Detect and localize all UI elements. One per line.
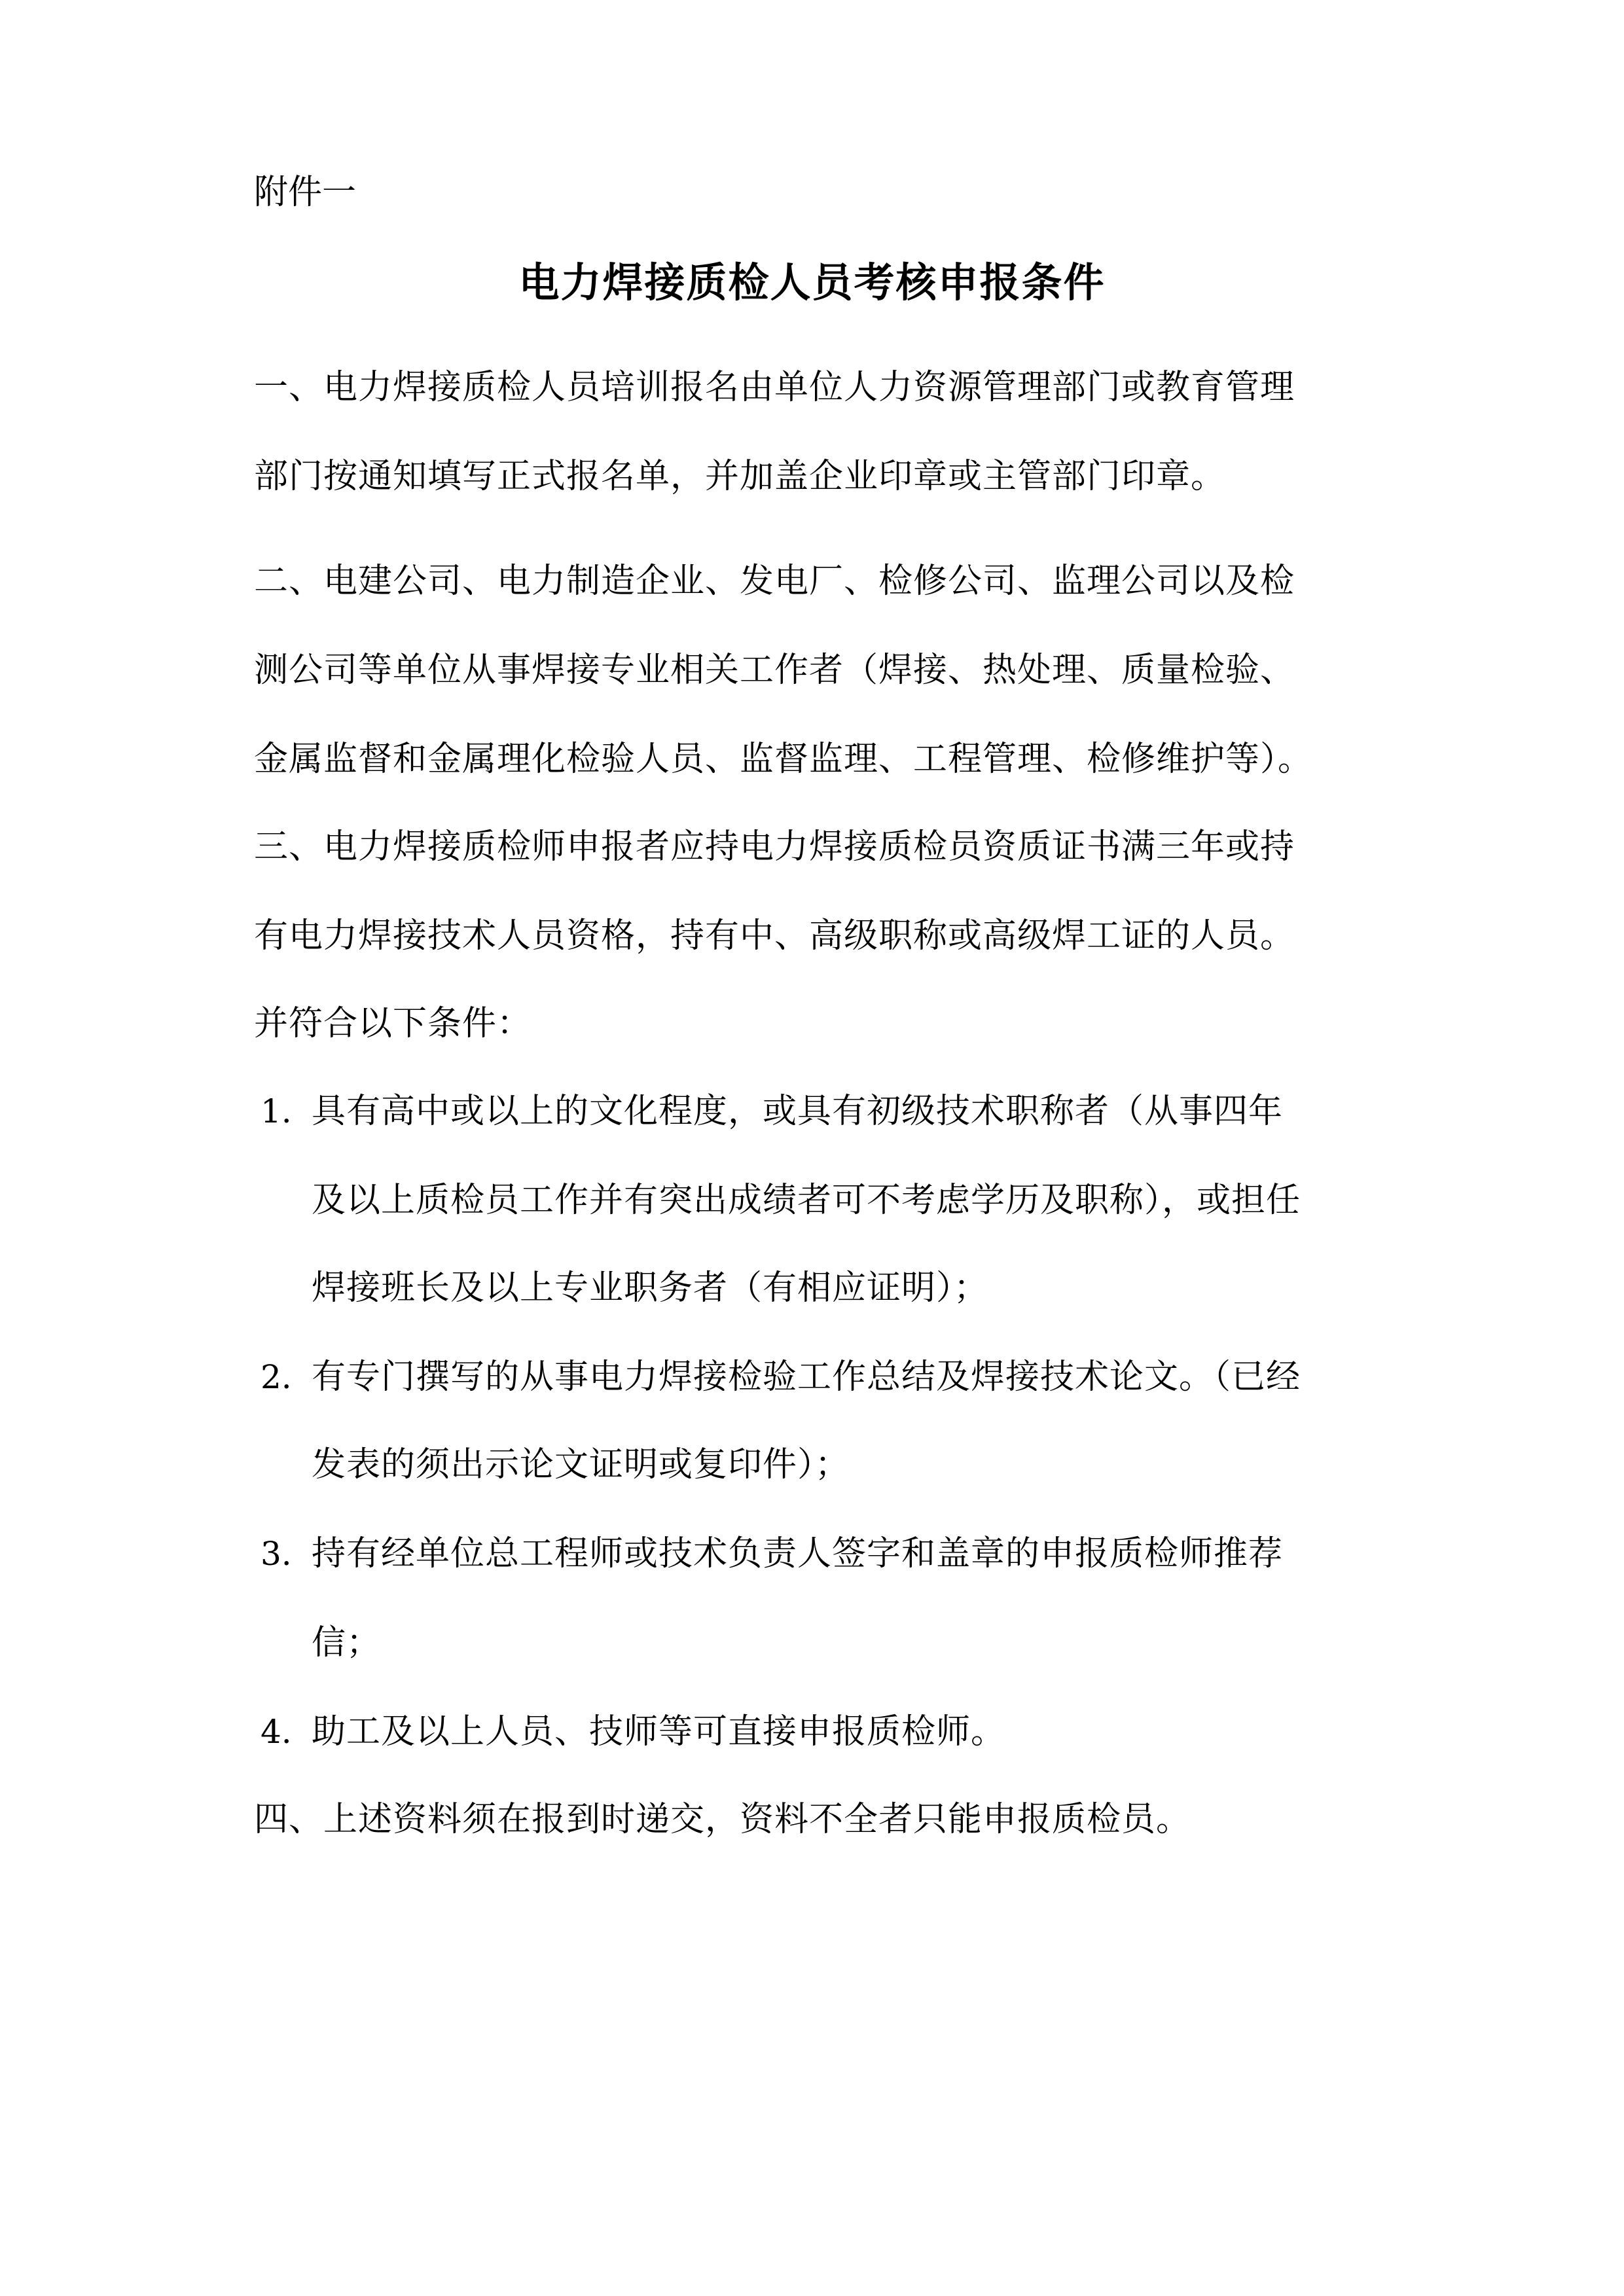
section2-line1: 二、电建公司、电力制造企业、发电厂、检修公司、监理公司以及检 — [254, 562, 1295, 601]
section3-line2: 有电力焊接技术人员资格，持有中、高级职称或高级焊工证的人员。 — [254, 916, 1295, 956]
item1-line3: 焊接班长及以上专业职务者（有相应证明）； — [312, 1268, 989, 1308]
section4-line1: 四、上述资料须在报到时递交，资料不全者只能申报质检员。 — [254, 1800, 1191, 1839]
item2-line1: 有专门撰写的从事电力焊接检验工作总结及焊接技术论文。（已经 — [312, 1357, 1301, 1397]
section1-line2: 部门按通知填写正式报名单，并加盖企业印章或主管部门印章。 — [254, 457, 1226, 496]
section3-line1: 三、电力焊接质检师申报者应持电力焊接质检员资质证书满三年或持 — [254, 827, 1295, 867]
section2-line3: 金属监督和金属理化检验人员、监督监理、工程管理、检修维护等）。 — [254, 740, 1313, 779]
item3-number: 3. — [261, 1535, 292, 1573]
item2-number: 2. — [261, 1358, 292, 1396]
item1-number: 1. — [261, 1092, 292, 1130]
item1-line2: 及以上质检员工作并有突出成绩者可不考虑学历及职称），或担任 — [312, 1181, 1301, 1220]
item2-line2: 发表的须出示论文证明或复印件）； — [312, 1445, 850, 1484]
item4-number: 4. — [261, 1713, 292, 1751]
section3-line3: 并符合以下条件： — [254, 1004, 532, 1043]
section2-line2: 测公司等单位从事焊接专业相关工作者（焊接、热处理、质量检验、 — [254, 651, 1295, 690]
item1-line1: 具有高中或以上的文化程度，或具有初级技术职称者（从事四年 — [312, 1092, 1284, 1131]
document-title: 电力焊接质检人员考核申报条件 — [518, 259, 1106, 306]
item3-line1: 持有经单位总工程师或技术负责人签字和盖章的申报质检师推荐 — [312, 1534, 1284, 1573]
section1-line1: 一、电力焊接质检人员培训报名由单位人力资源管理部门或教育管理 — [254, 368, 1295, 407]
item3-line2: 信； — [312, 1623, 382, 1662]
item4-line1: 助工及以上人员、技师等可直接申报质检师。 — [312, 1712, 1006, 1751]
attachment-label: 附件一 — [254, 173, 357, 212]
